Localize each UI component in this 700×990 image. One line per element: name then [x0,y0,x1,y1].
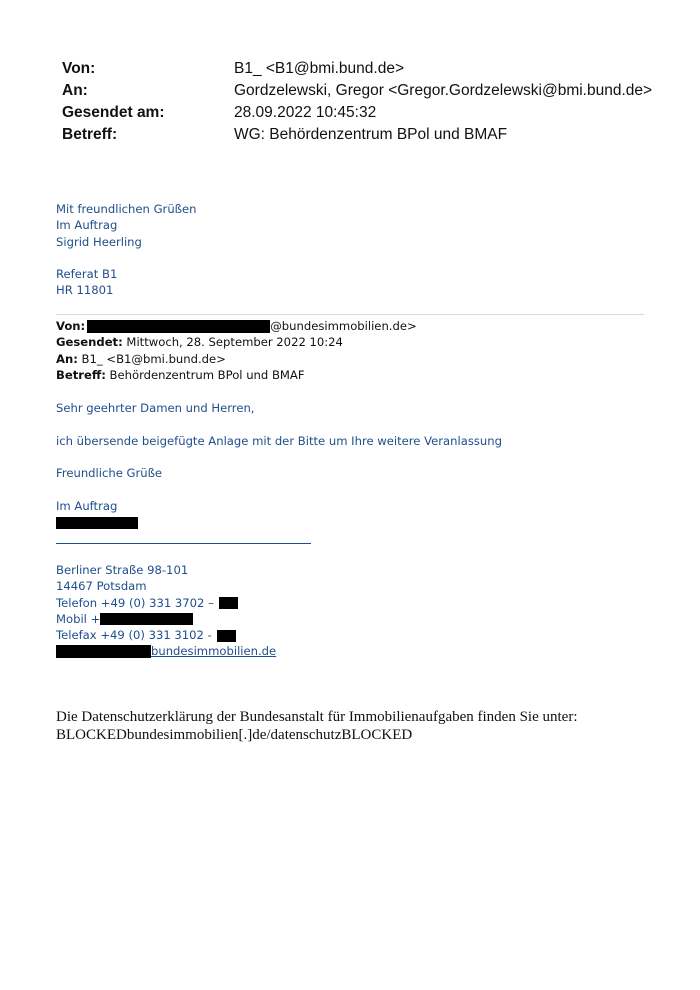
header-from-label: Von: [62,60,96,77]
body-spacer-1 [56,416,502,432]
signature-block-1 [56,201,196,299]
forwarded-subject-row [56,367,417,383]
signature-hr: HR 11801 [56,283,114,298]
website-link[interactable]: bundesimmobilien.de [151,644,277,659]
forwarded-sent-label: Gesendet: [56,335,123,350]
body-text: ich übersende beigefügte Anlage mit der Bitte um Ihre weitere Veranlassung [56,433,502,448]
body-im-auftrag: Im Auftrag [56,498,118,513]
footer-line-1: Die Datenschutzerklärung der Bundesanstalt für Immobilienaufgaben finden Sie unter: [56,709,578,725]
forwarded-from-domain: @bundesimmobilien.de> [270,319,417,333]
body-salutation: Sehr geehrter Damen und Herren, [56,401,255,415]
header-sent-value: 28.09.2022 10:45:32 [234,104,377,121]
forwarded-subject-value: Behördenzentrum BPol und BMAF [105,367,305,382]
body-spacer-2 [56,449,502,465]
header-sent-row [62,102,652,124]
email-header [62,58,652,146]
header-to-value: Gordzelewski, Gregor <Gregor.Gordzelewski@bmi.bund.de> [234,82,653,99]
header-from-row [62,58,652,80]
signature-block-2 [56,562,276,660]
redaction-box [87,320,270,333]
redaction-box [219,597,238,609]
mail-body [56,400,502,530]
signature-name: Sigrid Heerling [56,234,142,249]
forwarded-sent-row [56,334,417,350]
redaction-box [100,613,193,625]
signature-greeting: Mit freundlichen Grüßen [56,202,197,216]
signature-spacer [56,250,196,266]
signature-referat: Referat B1 [56,267,118,282]
redaction-box [217,630,236,642]
signature-city: 14467 Potsdam [56,579,147,594]
separator-line [56,314,644,315]
signature-web-row [56,643,276,659]
signature-street: Berliner Straße 98-101 [56,563,189,577]
forwarded-from-label: Von: [56,319,86,333]
body-spacer-3 [56,481,502,497]
body-redacted-name-row [56,514,502,530]
header-sent-label: Gesendet am: [62,104,165,121]
footer-line-2: BLOCKEDbundesimmobilien[.]de/datenschutzBLOCKED [56,727,413,743]
signature-rule [56,543,311,544]
forwarded-from-row [56,318,417,334]
signature-im-auftrag: Im Auftrag [56,218,118,233]
forwarded-to-label: An: [56,351,78,366]
forwarded-sent-value: Mittwoch, 28. September 2022 10:24 [122,335,343,350]
forwarded-to-value: B1_ <B1@bmi.bund.de> [77,351,226,366]
signature-fax: Telefax +49 (0) 331 3102 - [56,628,212,643]
header-from-value: B1_ <B1@bmi.bund.de> [234,60,404,77]
signature-mobile: Mobil + [56,611,101,626]
header-subject-row [62,124,652,146]
privacy-footer [56,708,578,744]
signature-phone: Telefon +49 (0) 331 3702 – [56,595,214,610]
body-closing: Freundliche Grüße [56,466,163,481]
signature-mobile-row [56,611,276,627]
signature-phone-row [56,595,276,611]
redaction-box [56,517,138,529]
header-subject-label: Betreff: [62,126,118,143]
redaction-box [56,645,151,658]
forwarded-header [56,318,417,383]
forwarded-subject-label: Betreff: [56,367,106,382]
forwarded-to-row [56,351,417,367]
header-subject-value: WG: Behördenzentrum BPol und BMAF [234,126,508,143]
header-to-label: An: [62,82,88,99]
signature-fax-row [56,627,276,643]
header-to-row [62,80,652,102]
